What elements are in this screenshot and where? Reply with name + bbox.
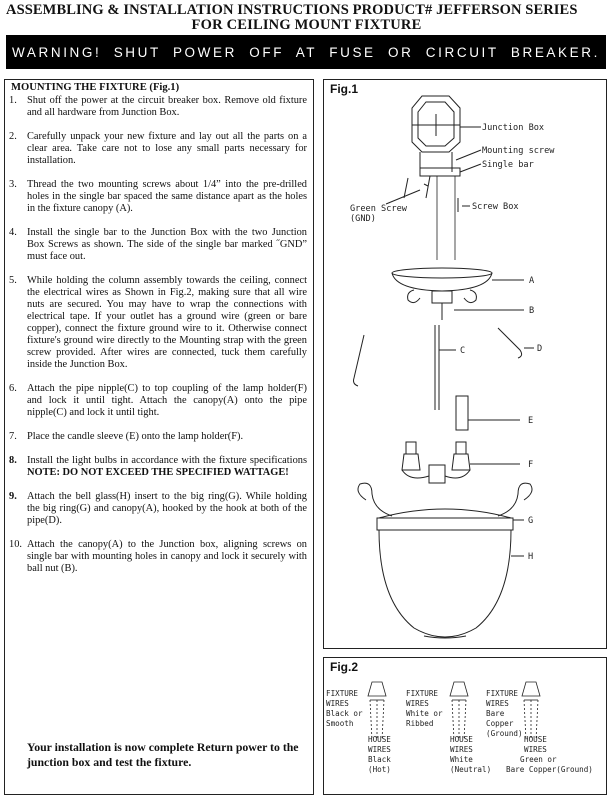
- screw-box-callout: Screw Box: [472, 202, 519, 212]
- wire-nut-icon: [522, 682, 540, 740]
- step-8: [9, 455, 307, 479]
- step-text: Install the light bulbs in accordance with the fixture specifications: [27, 455, 307, 466]
- bell-glass-drawing: [379, 530, 524, 638]
- junction-box-drawing: [412, 96, 481, 152]
- mounting-screw-callout: Mounting screw: [482, 146, 555, 156]
- steps-list: [9, 95, 307, 587]
- step-6: [9, 383, 307, 419]
- step-text: While holding the column assembly towards the ceiling, connect the electrical wires as Shown in Fig.2, making sure that all wire nuts are secured. You may have to wrap the connections with electrical tape. If your outlet has a ground wire (green or bare copper), connect the fixture ground wire to it. Otherwise connect fixture's ground wire directly to the Mounting strap with the green screw provided. After wires are connected, tuck them carefully inside the Junction Box.: [27, 275, 307, 370]
- figure-1-panel: [323, 79, 607, 649]
- part-c-label: C: [460, 346, 466, 356]
- house-wire-2-sub: WIRES: [450, 745, 473, 754]
- house-wire-1-color: Black: [368, 755, 391, 764]
- fixture-wire-1-color: Black or: [326, 709, 363, 718]
- part-e-label: E: [528, 416, 534, 426]
- single-bar-drawing: [404, 150, 481, 198]
- step-number: 8.: [9, 455, 17, 466]
- house-wire-2-color: White: [450, 755, 473, 764]
- wire-nut-icon: [450, 682, 468, 740]
- part-h-label: H: [528, 552, 534, 562]
- step-5: [9, 275, 307, 371]
- step-text: Attach the bell glass(H) insert to the big ring(G). While holding the big ring(G) and canopy(A), hooked by the hook at both of the pipe(D).: [27, 491, 307, 526]
- warning-banner: WARNING! SHUT POWER OFF AT FUSE OR CIRCUIT BREAKER.: [6, 35, 606, 69]
- part-d-label: D: [537, 344, 543, 354]
- house-wire-2-label: HOUSE: [450, 735, 473, 744]
- step-7: [9, 431, 307, 443]
- canopy-drawing: [392, 268, 524, 291]
- fixture-wire-2-label: FIXTURE: [406, 689, 439, 698]
- step-number: 7.: [9, 431, 17, 442]
- step-text: Attach the canopy(A) to the Junction box, aligning screws on single bar with mounting holes in canopy and lock it securely with ball nut (B).: [27, 539, 307, 574]
- junction-box-callout: Junction Box: [482, 123, 545, 133]
- figure-2-label: Fig.2: [330, 660, 359, 674]
- fixture-wire-1-label: FIXTURE: [326, 689, 359, 698]
- step-text: Install the single bar to the Junction Box with the two Junction Box Screws as shown. The side of the single bar marked ˝GND” must face out.: [27, 227, 307, 262]
- pipe-nipple-drawing: [435, 325, 456, 410]
- step-number: 5.: [9, 275, 17, 286]
- house-wire-1-sub: WIRES: [368, 745, 391, 754]
- house-wire-3-color-b: Bare Copper(Ground): [506, 765, 593, 774]
- step-number: 4.: [9, 227, 17, 238]
- step-text: Thread the two mounting screws about 1/4” into the pre-drilled holes in the single bar spaced the same distance apart as the holes in the fixture canopy (A).: [27, 179, 307, 214]
- instructions-panel: [4, 79, 314, 795]
- step-4: [9, 227, 307, 263]
- fixture-wire-2-color-b: Ribbed: [406, 719, 434, 728]
- part-b-label: B: [529, 306, 535, 316]
- wiring-diagram: [324, 658, 606, 794]
- step-10: [9, 539, 307, 575]
- house-wire-2-color-b: (Neutral): [450, 765, 492, 774]
- house-wire-3-color: Green or: [520, 755, 557, 764]
- part-g-label: G: [528, 516, 534, 526]
- step-text: Shut off the power at the circuit breaker box. Remove old fixture and all hardware from Junction Box.: [27, 95, 307, 118]
- fixture-wire-3-label: FIXTURE: [486, 689, 519, 698]
- step-2: [9, 131, 307, 167]
- fixture-wire-2-sub: WIRES: [406, 699, 429, 708]
- fixture-wire-3-sub: WIRES: [486, 699, 509, 708]
- fixture-wire-2-color: White or: [406, 709, 443, 718]
- step-number: 1.: [9, 95, 17, 106]
- candle-sleeve-drawing: [456, 396, 520, 430]
- fixture-wire-3-color: Bare: [486, 709, 505, 718]
- big-ring-drawing: [358, 483, 532, 530]
- doc-title: ASSEMBLING & INSTALLATION INSTRUCTIONS PRODUCT# JEFFERSON SERIES: [6, 2, 578, 18]
- figure-1-label: Fig.1: [330, 82, 359, 96]
- hook-chain-drawing: [354, 328, 535, 386]
- step-text-wrap: [27, 455, 307, 479]
- wattage-note: NOTE: DO NOT EXCEED THE SPECIFIED WATTAGE!: [27, 467, 289, 478]
- completion-note: Your installation is now complete Return power to the junction box and test the fixture.: [27, 740, 299, 769]
- fixture-wire-1-sub: WIRES: [326, 699, 349, 708]
- step-text: Place the candle sleeve (E) onto the lamp holder(F).: [27, 431, 244, 442]
- step-9: [9, 491, 307, 527]
- house-wire-3-label: HOUSE: [524, 735, 547, 744]
- part-a-label: A: [529, 276, 535, 286]
- figure-2-panel: [323, 657, 607, 795]
- fixture-exploded-diagram: [324, 80, 606, 648]
- step-number: 3.: [9, 179, 17, 190]
- house-wire-1-color-b: (Hot): [368, 765, 391, 774]
- fixture-wire-1-color-b: Smooth: [326, 719, 354, 728]
- step-3: [9, 179, 307, 215]
- green-screw-callout: Green Screw: [350, 204, 407, 214]
- house-wire-1-label: HOUSE: [368, 735, 391, 744]
- step-number: 6.: [9, 383, 17, 394]
- part-f-label: F: [528, 460, 534, 470]
- step-number: 2.: [9, 131, 17, 142]
- doc-subtitle: FOR CEILING MOUNT FIXTURE: [191, 17, 422, 33]
- step-text: Carefully unpack your new fixture and lay out all the parts on a clear area. Take care not to lose any small parts necessary for installation.: [27, 131, 307, 166]
- ball-nut-drawing: [408, 290, 524, 320]
- house-wire-3-sub: WIRES: [524, 745, 547, 754]
- step-number: 10.: [9, 539, 22, 550]
- step-1: [9, 95, 307, 119]
- gnd-callout: (GND): [350, 214, 376, 224]
- mounting-title: MOUNTING THE FIXTURE (Fig.1): [11, 82, 180, 93]
- lamp-holder-drawing: [402, 442, 520, 483]
- fixture-wire-3-color-c: (Ground): [486, 729, 523, 738]
- fixture-wire-3-color-b: Copper: [486, 719, 514, 728]
- wire-nut-icon: [368, 682, 386, 740]
- step-text: Attach the pipe nipple(C) to top coupling of the lamp holder(F) and lock it until tight. Attach the canopy(A) onto the pipe nipple(C) and lock it until tight.: [27, 383, 307, 418]
- step-number: 9.: [9, 491, 17, 502]
- single-bar-callout: Single bar: [482, 160, 534, 170]
